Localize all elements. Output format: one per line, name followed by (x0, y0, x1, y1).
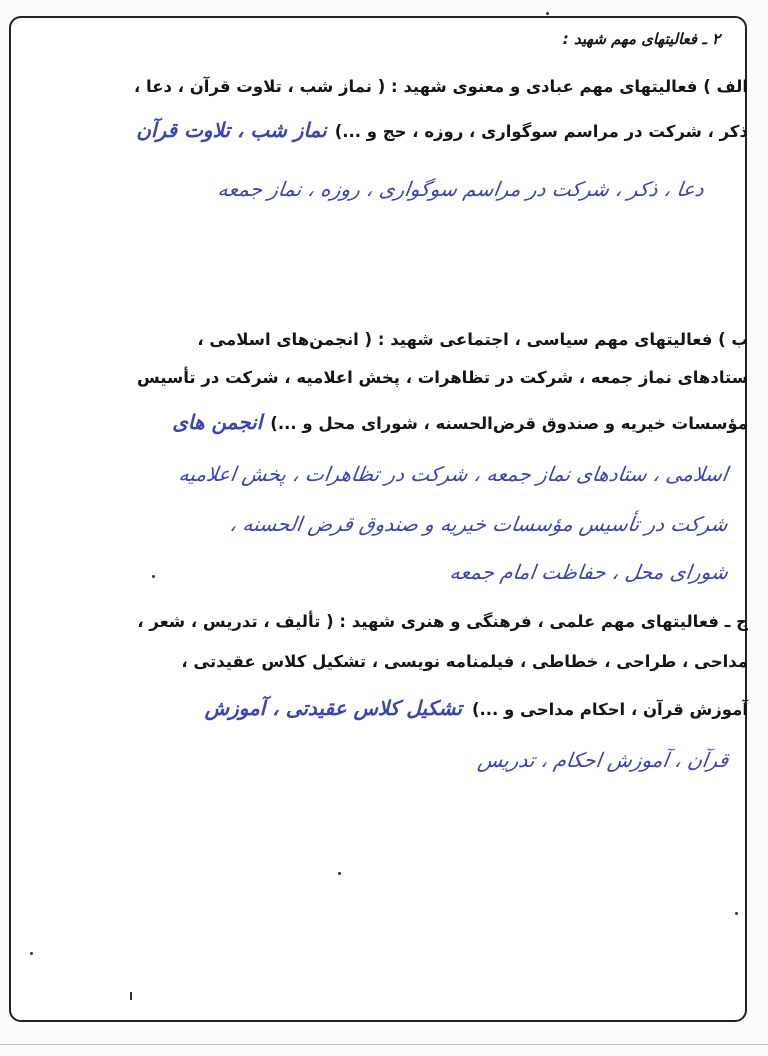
section-c-line-2: مداحی ، طراحی ، خطاطی ، فیلمنامه نویسی ، تشکیل کلاس عقیدتی ، (181, 652, 748, 671)
section-b-line-1: ب ) فعالیتهای مهم سیاسی ، اجتماعی شهید : ( انجمن‌های اسلامی ، (197, 330, 748, 349)
section-b-line-3-text: مؤسسات خیریه و صندوق قرض‌الحسنه ، شورای محل و ...) (270, 414, 748, 433)
section-b-handwriting-4: شورای محل ، حفاظت امام جمعه (448, 560, 730, 584)
section-b-line-3 (172, 410, 748, 434)
scan-speck (152, 575, 155, 578)
section-c-handwriting-1: تشکیل کلاس عقیدتی ، آموزش (204, 696, 462, 720)
page-edge-line (0, 1044, 768, 1045)
section-a-line-2 (136, 118, 748, 142)
section-b-line-2: ستادهای نماز جمعه ، شرکت در تظاهرات ، پخش اعلامیه ، شرکت در تأسیس (136, 368, 748, 387)
scan-speck (338, 872, 341, 875)
section-a-handwriting-2: دعا ، ذکر ، شرکت در مراسم سوگواری ، روزه ، نماز جمعه (216, 177, 706, 201)
section-b-handwriting-3: شرکت در تأسیس مؤسسات خیریه و صندوق قرض الحسنه ، (228, 512, 730, 536)
section-a-handwriting-1: نماز شب ، تلاوت قرآن (136, 118, 327, 142)
scan-speck (546, 12, 549, 15)
scan-speck (30, 952, 33, 955)
section-b-handwriting-1: انجمن های (172, 410, 263, 434)
section-a-line-2-text: ذکر ، شرکت در مراسم سوگواری ، روزه ، حج و ...) (334, 122, 748, 141)
section-c-handwriting-2: قرآن ، آموزش احکام ، تدریس (475, 748, 730, 772)
section-c-line-3 (205, 696, 748, 720)
section-heading: ۲ ـ فعالیتهای مهم شهید : (562, 30, 720, 48)
section-a-line-1: الف ) فعالیتهای مهم عبادی و معنوی شهید : ( نماز شب ، تلاوت قرآن ، دعا ، (134, 77, 748, 96)
scan-speck (735, 912, 738, 915)
scan-mark (130, 992, 132, 1000)
section-c-line-1: ج ـ فعالیتهای مهم علمی ، فرهنگی و هنری شهید : ( تألیف ، تدریس ، شعر ، (137, 612, 748, 631)
section-b-handwriting-2: اسلامی ، ستادهای نماز جمعه ، شرکت در تظاهرات ، پخش اعلامیه (177, 462, 730, 486)
section-c-line-3-text: آموزش قرآن ، احکام مداحی و ...) (471, 700, 748, 719)
